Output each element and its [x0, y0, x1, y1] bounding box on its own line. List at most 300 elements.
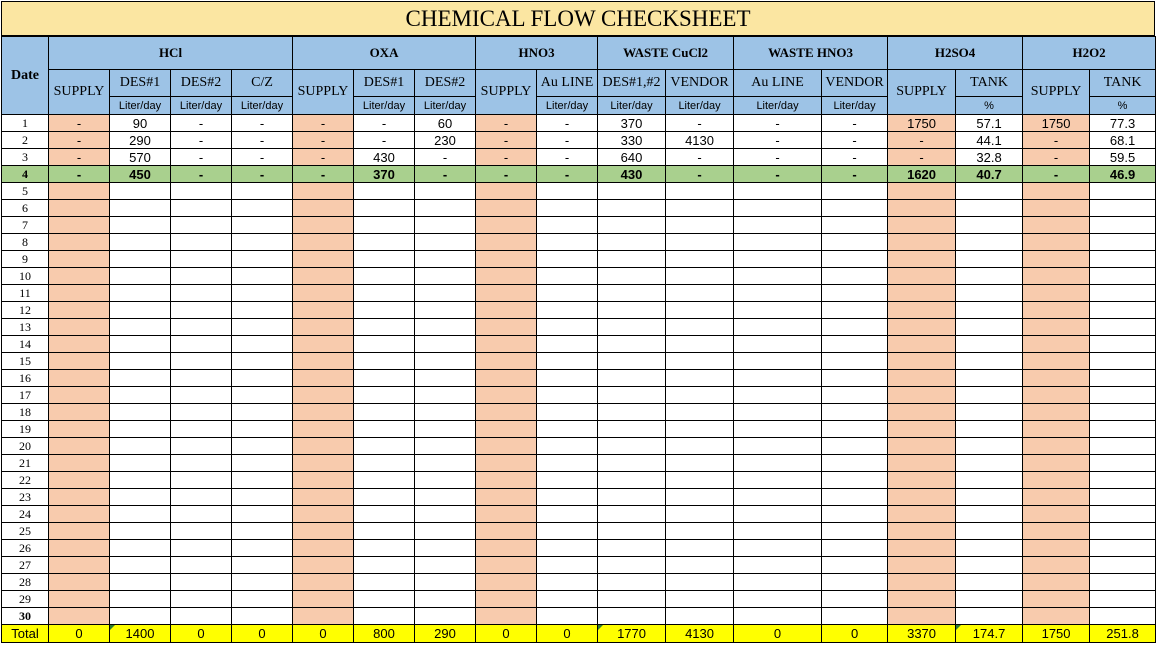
- table-cell[interactable]: [734, 319, 822, 336]
- table-cell[interactable]: [293, 608, 354, 625]
- table-cell[interactable]: [666, 387, 734, 404]
- table-cell[interactable]: [293, 404, 354, 421]
- table-cell[interactable]: [888, 557, 956, 574]
- table-cell[interactable]: [110, 523, 171, 540]
- table-cell[interactable]: [1090, 302, 1156, 319]
- table-cell[interactable]: -: [476, 115, 537, 132]
- table-cell[interactable]: [171, 608, 232, 625]
- table-cell[interactable]: [537, 506, 598, 523]
- date-cell[interactable]: 19: [2, 421, 49, 438]
- date-cell[interactable]: 5: [2, 183, 49, 200]
- table-cell[interactable]: [415, 302, 476, 319]
- total-cell[interactable]: 0: [537, 625, 598, 643]
- table-cell[interactable]: [171, 183, 232, 200]
- table-cell[interactable]: [476, 268, 537, 285]
- total-cell[interactable]: 290: [415, 625, 476, 643]
- date-cell[interactable]: 20: [2, 438, 49, 455]
- date-cell[interactable]: 12: [2, 302, 49, 319]
- table-cell[interactable]: [956, 251, 1023, 268]
- table-cell[interactable]: [1090, 421, 1156, 438]
- table-cell[interactable]: [476, 234, 537, 251]
- table-cell[interactable]: [956, 523, 1023, 540]
- table-cell[interactable]: [598, 591, 666, 608]
- table-cell[interactable]: [354, 557, 415, 574]
- table-cell[interactable]: [293, 319, 354, 336]
- table-cell[interactable]: 68.1: [1090, 132, 1156, 149]
- table-cell[interactable]: [537, 353, 598, 370]
- table-cell[interactable]: [598, 200, 666, 217]
- table-cell[interactable]: [598, 557, 666, 574]
- table-cell[interactable]: [888, 540, 956, 557]
- table-cell[interactable]: [1090, 234, 1156, 251]
- table-cell[interactable]: [232, 353, 293, 370]
- table-cell[interactable]: [354, 251, 415, 268]
- date-cell[interactable]: 9: [2, 251, 49, 268]
- total-cell[interactable]: 0: [49, 625, 110, 643]
- table-cell[interactable]: [734, 404, 822, 421]
- table-cell[interactable]: [354, 234, 415, 251]
- table-cell[interactable]: [598, 472, 666, 489]
- table-cell[interactable]: -: [49, 115, 110, 132]
- table-cell[interactable]: -: [171, 149, 232, 166]
- table-cell[interactable]: [476, 302, 537, 319]
- table-cell[interactable]: [49, 183, 110, 200]
- date-cell[interactable]: 13: [2, 319, 49, 336]
- table-cell[interactable]: [734, 217, 822, 234]
- table-cell[interactable]: [666, 540, 734, 557]
- table-cell[interactable]: 1750: [1023, 115, 1090, 132]
- date-cell[interactable]: 25: [2, 523, 49, 540]
- table-cell[interactable]: [537, 557, 598, 574]
- table-cell[interactable]: [666, 285, 734, 302]
- table-cell[interactable]: [354, 336, 415, 353]
- table-cell[interactable]: -: [1023, 166, 1090, 183]
- table-cell[interactable]: [415, 370, 476, 387]
- table-cell[interactable]: [476, 200, 537, 217]
- table-cell[interactable]: [956, 234, 1023, 251]
- table-cell[interactable]: [666, 268, 734, 285]
- table-cell[interactable]: [171, 540, 232, 557]
- table-cell[interactable]: [171, 336, 232, 353]
- table-cell[interactable]: [354, 370, 415, 387]
- table-cell[interactable]: [734, 251, 822, 268]
- table-cell[interactable]: [110, 234, 171, 251]
- table-cell[interactable]: [415, 319, 476, 336]
- table-cell[interactable]: [956, 387, 1023, 404]
- total-cell[interactable]: 3370: [888, 625, 956, 643]
- table-cell[interactable]: 4130: [666, 132, 734, 149]
- date-cell[interactable]: 11: [2, 285, 49, 302]
- table-cell[interactable]: [110, 472, 171, 489]
- table-cell[interactable]: -: [49, 149, 110, 166]
- table-cell[interactable]: [415, 183, 476, 200]
- table-cell[interactable]: [1023, 608, 1090, 625]
- date-cell[interactable]: 16: [2, 370, 49, 387]
- table-cell[interactable]: [598, 523, 666, 540]
- table-cell[interactable]: [537, 421, 598, 438]
- date-cell[interactable]: 7: [2, 217, 49, 234]
- table-cell[interactable]: [888, 370, 956, 387]
- table-cell[interactable]: [666, 489, 734, 506]
- table-cell[interactable]: -: [822, 166, 888, 183]
- table-cell[interactable]: [537, 200, 598, 217]
- table-cell[interactable]: [666, 404, 734, 421]
- table-cell[interactable]: [476, 387, 537, 404]
- table-cell[interactable]: 370: [598, 115, 666, 132]
- table-cell[interactable]: [1090, 404, 1156, 421]
- table-cell[interactable]: [598, 302, 666, 319]
- table-cell[interactable]: [666, 200, 734, 217]
- table-cell[interactable]: [956, 438, 1023, 455]
- table-cell[interactable]: 330: [598, 132, 666, 149]
- table-cell[interactable]: [171, 200, 232, 217]
- table-cell[interactable]: [1090, 319, 1156, 336]
- table-cell[interactable]: [49, 404, 110, 421]
- table-cell[interactable]: [1023, 540, 1090, 557]
- table-cell[interactable]: [171, 234, 232, 251]
- table-cell[interactable]: [822, 591, 888, 608]
- table-cell[interactable]: [822, 285, 888, 302]
- table-cell[interactable]: [415, 489, 476, 506]
- table-cell[interactable]: [1023, 574, 1090, 591]
- table-cell[interactable]: [232, 319, 293, 336]
- table-cell[interactable]: [598, 438, 666, 455]
- table-cell[interactable]: -: [888, 149, 956, 166]
- table-cell[interactable]: [110, 336, 171, 353]
- table-cell[interactable]: [598, 319, 666, 336]
- table-cell[interactable]: [1023, 421, 1090, 438]
- table-cell[interactable]: [49, 234, 110, 251]
- table-cell[interactable]: [171, 421, 232, 438]
- table-cell[interactable]: [1023, 557, 1090, 574]
- table-cell[interactable]: [1023, 489, 1090, 506]
- table-cell[interactable]: [232, 183, 293, 200]
- table-cell[interactable]: [888, 421, 956, 438]
- total-cell[interactable]: 4130: [666, 625, 734, 643]
- total-cell[interactable]: 0: [476, 625, 537, 643]
- table-cell[interactable]: [956, 591, 1023, 608]
- table-cell[interactable]: [598, 268, 666, 285]
- table-cell[interactable]: [598, 540, 666, 557]
- table-cell[interactable]: [293, 217, 354, 234]
- table-cell[interactable]: [537, 472, 598, 489]
- table-cell[interactable]: [293, 523, 354, 540]
- table-cell[interactable]: [354, 268, 415, 285]
- table-cell[interactable]: [476, 523, 537, 540]
- date-cell[interactable]: 14: [2, 336, 49, 353]
- table-cell[interactable]: [888, 268, 956, 285]
- table-cell[interactable]: [956, 319, 1023, 336]
- table-cell[interactable]: [598, 489, 666, 506]
- table-cell[interactable]: [537, 336, 598, 353]
- table-cell[interactable]: [171, 353, 232, 370]
- table-cell[interactable]: [49, 370, 110, 387]
- table-cell[interactable]: -: [293, 132, 354, 149]
- table-cell[interactable]: [1023, 268, 1090, 285]
- table-cell[interactable]: [537, 217, 598, 234]
- table-cell[interactable]: [822, 183, 888, 200]
- table-cell[interactable]: [822, 404, 888, 421]
- table-cell[interactable]: [734, 370, 822, 387]
- table-cell[interactable]: [293, 302, 354, 319]
- table-cell[interactable]: [293, 183, 354, 200]
- table-cell[interactable]: [476, 489, 537, 506]
- table-cell[interactable]: [734, 574, 822, 591]
- table-cell[interactable]: [598, 251, 666, 268]
- date-cell[interactable]: 22: [2, 472, 49, 489]
- table-cell[interactable]: [232, 472, 293, 489]
- table-cell[interactable]: [1023, 302, 1090, 319]
- table-cell[interactable]: [293, 285, 354, 302]
- table-cell[interactable]: [734, 200, 822, 217]
- table-cell[interactable]: [666, 438, 734, 455]
- table-cell[interactable]: -: [537, 132, 598, 149]
- table-cell[interactable]: -: [293, 115, 354, 132]
- table-cell[interactable]: [415, 285, 476, 302]
- table-cell[interactable]: [1090, 336, 1156, 353]
- table-cell[interactable]: [476, 608, 537, 625]
- table-cell[interactable]: [293, 370, 354, 387]
- table-cell[interactable]: [171, 319, 232, 336]
- table-cell[interactable]: [956, 404, 1023, 421]
- table-cell[interactable]: [1090, 251, 1156, 268]
- total-cell[interactable]: 0: [232, 625, 293, 643]
- table-cell[interactable]: 59.5: [1090, 149, 1156, 166]
- table-cell[interactable]: [110, 387, 171, 404]
- table-cell[interactable]: [415, 455, 476, 472]
- table-cell[interactable]: [822, 251, 888, 268]
- table-cell[interactable]: [354, 421, 415, 438]
- table-cell[interactable]: [888, 489, 956, 506]
- table-cell[interactable]: [888, 336, 956, 353]
- table-cell[interactable]: [476, 506, 537, 523]
- date-cell[interactable]: 29: [2, 591, 49, 608]
- table-cell[interactable]: [232, 557, 293, 574]
- table-cell[interactable]: [666, 455, 734, 472]
- table-cell[interactable]: [171, 557, 232, 574]
- table-cell[interactable]: -: [666, 166, 734, 183]
- table-cell[interactable]: [49, 540, 110, 557]
- table-cell[interactable]: [232, 336, 293, 353]
- table-cell[interactable]: [415, 268, 476, 285]
- table-cell[interactable]: -: [354, 115, 415, 132]
- table-cell[interactable]: [293, 336, 354, 353]
- table-cell[interactable]: [734, 557, 822, 574]
- table-cell[interactable]: [49, 506, 110, 523]
- table-cell[interactable]: [1090, 353, 1156, 370]
- table-cell[interactable]: [888, 472, 956, 489]
- date-cell[interactable]: 2: [2, 132, 49, 149]
- table-cell[interactable]: [49, 302, 110, 319]
- table-cell[interactable]: -: [232, 166, 293, 183]
- table-cell[interactable]: [171, 217, 232, 234]
- total-cell[interactable]: 0: [171, 625, 232, 643]
- table-cell[interactable]: [956, 370, 1023, 387]
- table-cell[interactable]: [537, 234, 598, 251]
- date-cell[interactable]: 8: [2, 234, 49, 251]
- table-cell[interactable]: [888, 285, 956, 302]
- table-cell[interactable]: [822, 387, 888, 404]
- table-cell[interactable]: -: [232, 132, 293, 149]
- table-cell[interactable]: [537, 438, 598, 455]
- table-cell[interactable]: [49, 472, 110, 489]
- table-cell[interactable]: [49, 523, 110, 540]
- table-cell[interactable]: [49, 489, 110, 506]
- table-cell[interactable]: [232, 438, 293, 455]
- table-cell[interactable]: [110, 591, 171, 608]
- table-cell[interactable]: 77.3: [1090, 115, 1156, 132]
- table-cell[interactable]: [537, 302, 598, 319]
- table-cell[interactable]: [666, 234, 734, 251]
- table-cell[interactable]: [110, 506, 171, 523]
- table-cell[interactable]: [171, 251, 232, 268]
- table-cell[interactable]: [110, 251, 171, 268]
- table-cell[interactable]: [354, 404, 415, 421]
- table-cell[interactable]: [1090, 540, 1156, 557]
- table-cell[interactable]: [232, 455, 293, 472]
- total-cell[interactable]: 1400: [110, 625, 171, 643]
- table-cell[interactable]: [1090, 489, 1156, 506]
- table-cell[interactable]: -: [476, 149, 537, 166]
- table-cell[interactable]: [49, 591, 110, 608]
- table-cell[interactable]: [354, 455, 415, 472]
- date-cell[interactable]: 3: [2, 149, 49, 166]
- date-cell[interactable]: 21: [2, 455, 49, 472]
- table-cell[interactable]: [415, 404, 476, 421]
- table-cell[interactable]: [354, 285, 415, 302]
- table-cell[interactable]: [171, 438, 232, 455]
- table-cell[interactable]: [232, 489, 293, 506]
- table-cell[interactable]: [110, 438, 171, 455]
- date-cell[interactable]: 28: [2, 574, 49, 591]
- table-cell[interactable]: [49, 421, 110, 438]
- table-cell[interactable]: [956, 421, 1023, 438]
- table-cell[interactable]: [171, 370, 232, 387]
- table-cell[interactable]: [171, 523, 232, 540]
- table-cell[interactable]: [354, 506, 415, 523]
- table-cell[interactable]: [956, 183, 1023, 200]
- table-cell[interactable]: -: [666, 149, 734, 166]
- table-cell[interactable]: [1023, 455, 1090, 472]
- table-cell[interactable]: [110, 370, 171, 387]
- table-cell[interactable]: [822, 438, 888, 455]
- table-cell[interactable]: [354, 591, 415, 608]
- table-cell[interactable]: [1023, 234, 1090, 251]
- table-cell[interactable]: [1090, 370, 1156, 387]
- table-cell[interactable]: [1090, 574, 1156, 591]
- table-cell[interactable]: [110, 183, 171, 200]
- table-cell[interactable]: [293, 251, 354, 268]
- table-cell[interactable]: 640: [598, 149, 666, 166]
- table-cell[interactable]: 60: [415, 115, 476, 132]
- table-cell[interactable]: [1090, 183, 1156, 200]
- table-cell[interactable]: [110, 268, 171, 285]
- table-cell[interactable]: [1023, 404, 1090, 421]
- table-cell[interactable]: [1023, 523, 1090, 540]
- table-cell[interactable]: [110, 455, 171, 472]
- table-cell[interactable]: [598, 234, 666, 251]
- table-cell[interactable]: [49, 251, 110, 268]
- date-cell[interactable]: 18: [2, 404, 49, 421]
- table-cell[interactable]: -: [734, 166, 822, 183]
- table-cell[interactable]: [734, 234, 822, 251]
- table-cell[interactable]: [956, 217, 1023, 234]
- table-cell[interactable]: [232, 421, 293, 438]
- table-cell[interactable]: [822, 302, 888, 319]
- table-cell[interactable]: 430: [354, 149, 415, 166]
- table-cell[interactable]: [415, 387, 476, 404]
- table-cell[interactable]: [1023, 591, 1090, 608]
- table-cell[interactable]: [110, 302, 171, 319]
- table-cell[interactable]: [537, 574, 598, 591]
- table-cell[interactable]: [734, 455, 822, 472]
- table-cell[interactable]: [476, 319, 537, 336]
- table-cell[interactable]: [476, 336, 537, 353]
- table-cell[interactable]: [354, 319, 415, 336]
- table-cell[interactable]: [822, 421, 888, 438]
- table-cell[interactable]: [476, 591, 537, 608]
- table-cell[interactable]: [1023, 319, 1090, 336]
- table-cell[interactable]: [1090, 591, 1156, 608]
- table-cell[interactable]: [293, 574, 354, 591]
- table-cell[interactable]: [888, 574, 956, 591]
- table-cell[interactable]: -: [888, 132, 956, 149]
- table-cell[interactable]: [49, 557, 110, 574]
- table-cell[interactable]: [598, 370, 666, 387]
- table-cell[interactable]: [171, 591, 232, 608]
- table-cell[interactable]: [956, 285, 1023, 302]
- table-cell[interactable]: [598, 574, 666, 591]
- table-cell[interactable]: [822, 523, 888, 540]
- table-cell[interactable]: -: [293, 149, 354, 166]
- table-cell[interactable]: [666, 608, 734, 625]
- table-cell[interactable]: [1090, 523, 1156, 540]
- total-cell[interactable]: 1770: [598, 625, 666, 643]
- table-cell[interactable]: [232, 574, 293, 591]
- table-cell[interactable]: [49, 455, 110, 472]
- table-cell[interactable]: [734, 591, 822, 608]
- date-cell[interactable]: 10: [2, 268, 49, 285]
- table-cell[interactable]: [1023, 251, 1090, 268]
- table-cell[interactable]: [354, 302, 415, 319]
- table-cell[interactable]: [666, 319, 734, 336]
- table-cell[interactable]: [1090, 217, 1156, 234]
- table-cell[interactable]: [734, 506, 822, 523]
- table-cell[interactable]: [598, 336, 666, 353]
- table-cell[interactable]: -: [537, 149, 598, 166]
- table-cell[interactable]: [293, 387, 354, 404]
- table-cell[interactable]: [110, 540, 171, 557]
- table-cell[interactable]: [598, 183, 666, 200]
- table-cell[interactable]: -: [1023, 149, 1090, 166]
- table-cell[interactable]: [476, 404, 537, 421]
- table-cell[interactable]: [888, 523, 956, 540]
- table-cell[interactable]: [354, 472, 415, 489]
- table-cell[interactable]: [354, 489, 415, 506]
- table-cell[interactable]: [598, 404, 666, 421]
- table-cell[interactable]: [1090, 200, 1156, 217]
- table-cell[interactable]: [537, 387, 598, 404]
- table-cell[interactable]: [476, 353, 537, 370]
- table-cell[interactable]: -: [415, 166, 476, 183]
- table-cell[interactable]: 450: [110, 166, 171, 183]
- table-cell[interactable]: -: [734, 115, 822, 132]
- table-cell[interactable]: -: [171, 166, 232, 183]
- table-cell[interactable]: [354, 387, 415, 404]
- table-cell[interactable]: [822, 217, 888, 234]
- table-cell[interactable]: [1090, 472, 1156, 489]
- table-cell[interactable]: [232, 387, 293, 404]
